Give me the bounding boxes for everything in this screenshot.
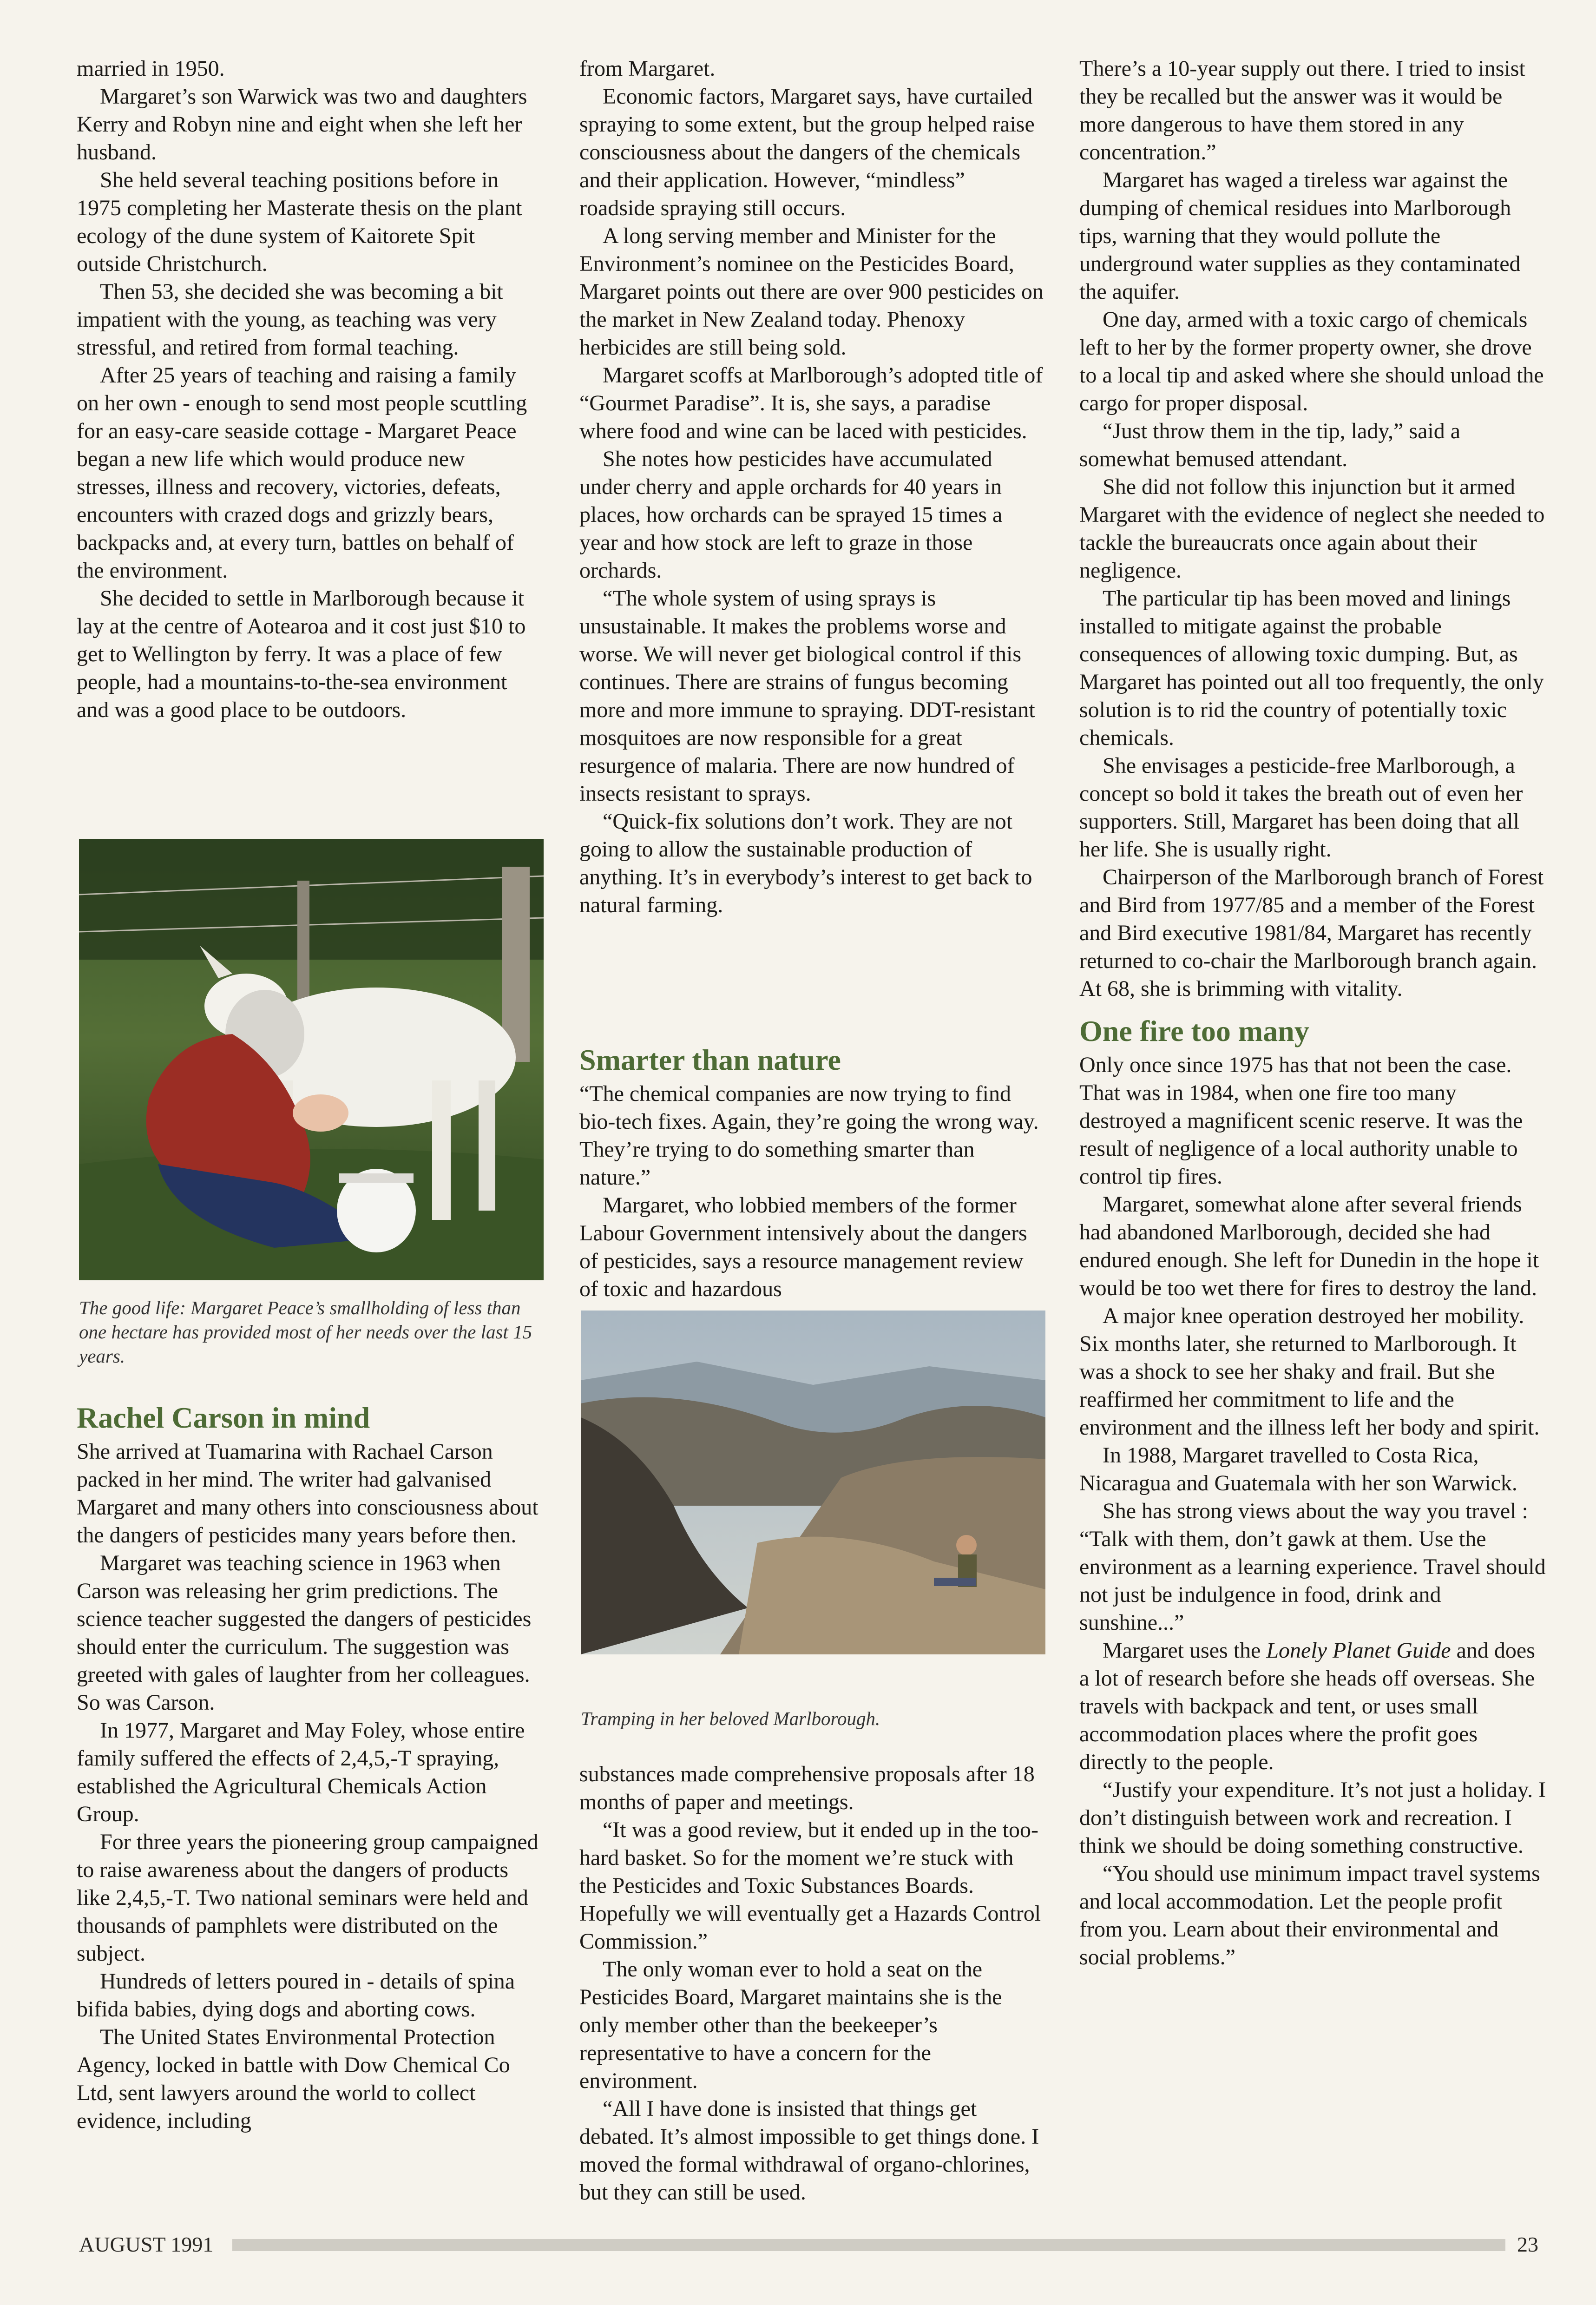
paragraph: Margaret’s son Warwick was two and daughters Kerry and Robyn nine and eight when she left her husband. xyxy=(77,84,527,165)
paragraph: Margaret, who lobbied members of the former Labour Government intensively about the dangers of pesticides, says a resource management review of toxic and hazardous xyxy=(579,1193,1027,1301)
section-heading: Rachel Carson in mind xyxy=(77,1401,370,1434)
photo-caption: The good life: Margaret Peace’s smallholding of less than one hectare has provided most of her needs over the last 15 years. xyxy=(79,1297,532,1367)
paragraph: She has strong views about the way you travel : “Talk with them, don’t gawk at them. Use the environment as a learning experience. Travel should not just be indulgence in food, drink and sunshine...” xyxy=(1079,1499,1546,1635)
paragraph: “Justify your expenditure. It’s not just a holiday. I don’t distinguish between work and recreation. I think we should be doing something constructive. xyxy=(1079,1778,1546,1858)
paragraph: The United States Environmental Protection Agency, locked in battle with Dow Chemical Co Ltd, sent lawyers around the world to collect evidence, including xyxy=(77,2025,510,2133)
text-run: Margaret uses the xyxy=(1103,1638,1267,1663)
paragraph: She arrived at Tuamarina with Rachael Carson packed in her mind. The writer had galvanised Margaret and many others into consciousness about the dangers of pesticides many years before then. xyxy=(77,1439,539,1548)
paragraph: substances made comprehensive proposals after 18 months of paper and meetings. xyxy=(579,1762,1035,1814)
paragraph: Margaret has waged a tireless war against the dumping of chemical residues into Marlborough tips, warning that they would pollute the underground water supplies as they contaminated the aquifer. xyxy=(1079,168,1521,304)
section-heading: Smarter than nature xyxy=(579,1043,841,1076)
column-1-bottom xyxy=(77,1390,541,2135)
column-2-bottom xyxy=(579,1760,1044,2206)
goat-milking-photo xyxy=(79,839,544,1280)
paragraph: There’s a 10-year supply out there. I tried to insist they be recalled but the answer was it would be more dangerous to have them stored in any concentration.” xyxy=(1079,56,1525,165)
paragraph: Margaret was teaching science in 1963 when Carson was releasing her grim predictions. The science teacher suggested the dangers of pesticides should enter the curriculum. The suggestion was greeted with gales of laughter from her colleagues. So was Carson. xyxy=(77,1551,532,1715)
paragraph: Economic factors, Margaret says, have curtailed spraying to some extent, but the group helped raise consciousness about the dangers of the chemicals and their application. However, “mindless” roadside spraying still occurs. xyxy=(579,84,1035,220)
paragraph: The particular tip has been moved and linings installed to mitigate against the probable consequences of allowing toxic dumping. But, as Margaret has pointed out all too frequently, the only solution is to rid the country of potentially toxic chemicals. xyxy=(1079,586,1544,750)
page-number: 23 xyxy=(1517,2233,1538,2256)
paragraph: A major knee operation destroyed her mobility. Six months later, she returned to Marlborough. It was a shock to see her shaky and frail. But she reaffirmed her commitment to life and the environment and the illness left her body and spirit. xyxy=(1079,1304,1540,1440)
paragraph: Hundreds of letters poured in - details of spina bifida babies, dying dogs and aborting cows. xyxy=(77,1969,515,2022)
column-2-top xyxy=(579,55,1044,919)
paragraph: She envisages a pesticide-free Marlborough, a concept so bold it takes the breath out of even her supporters. Still, Margaret has been doing that all her life. She is usually right. xyxy=(1079,753,1523,862)
book-title: Lonely Planet Guide xyxy=(1266,1638,1451,1663)
paragraph: Chairperson of the Marlborough branch of Forest and Bird from 1977/85 and a member of the Forest and Bird executive 1981/84, Margaret has recently returned to co-chair the Marlborough branch again. At 68, she is brimming with vitality. xyxy=(1079,865,1544,1001)
paragraph: “You should use minimum impact travel systems and local accommodation. Let the people profit from you. Learn about their environmental and social problems.” xyxy=(1079,1861,1540,1969)
paragraph: “All I have done is insisted that things get debated. It’s almost impossible to get things done. I moved the formal withdrawal of organo-chlorines, but they can still be used. xyxy=(579,2096,1039,2205)
text-run: and does a lot of research before she heads off overseas. She travels with backpack and tent, or uses small accommodation places where the profit goes directly to the people. xyxy=(1079,1638,1535,1774)
paragraph: “Quick-fix solutions don’t work. They are not going to allow the sustainable production of anything. It’s in everybody’s interest to get back to natural farming. xyxy=(579,809,1032,917)
paragraph: The only woman ever to hold a seat on the Pesticides Board, Margaret maintains she is the only member other than the beekeeper’s representative to have a concern for the environment. xyxy=(579,1957,1002,2093)
paragraph: She held several teaching positions before in 1975 completing her Masterate thesis on the plant ecology of the dune system of Kaitorete Spit outside Christchurch. xyxy=(77,168,522,276)
paragraph: “The chemical companies are now trying to find bio-tech fixes. Again, they’re going the wrong way. They’re trying to do something smarter than nature.” xyxy=(579,1081,1039,1190)
paragraph: For three years the pioneering group campaigned to raise awareness about the dangers of products like 2,4,5,-T. Two national seminars were held and thousands of pamphlets were distributed on the subject. xyxy=(77,1830,539,1966)
paragraph: She did not follow this injunction but it armed Margaret with the evidence of neglect she needed to tackle the bureaucrats once again about their negligence. xyxy=(1079,474,1545,583)
paragraph: Margaret, somewhat alone after several friends had abandoned Marlborough, decided she had endured enough. She left for Dunedin in the hope it would be too wet there for fires to destroy the land. xyxy=(1079,1192,1539,1300)
paragraph: In 1988, Margaret travelled to Costa Rica, Nicaragua and Guatemala with her son Warwick. xyxy=(1079,1443,1517,1495)
paragraph: “Just throw them in the tip, lady,” said a somewhat bemused attendant. xyxy=(1079,419,1461,471)
paragraph xyxy=(1079,1637,1549,1776)
paragraph: She decided to settle in Marlborough because it lay at the centre of Aotearoa and it cost just $10 to get to Wellington by ferry. It was a place of few people, had a mountains-to-the-sea environment and was a good place to be outdoors. xyxy=(77,586,526,722)
column-2-middle xyxy=(579,1032,1044,1303)
footer-rule xyxy=(232,2239,1505,2251)
paragraph: married in 1950. xyxy=(77,56,225,81)
paragraph: “The whole system of using sprays is unsustainable. It makes the problems worse and worse. We will never get biological control if this continues. There are strains of fungus becoming more and more immune to spraying. DDT-resistant mosquitoes are now responsible for a great resurgence of malaria. There are now hundred of insects resistant to sprays. xyxy=(579,586,1035,806)
paragraph: A long serving member and Minister for the Environment’s nominee on the Pesticides Board, Margaret points out there are over 900 pesticides on the market in New Zealand today. Phenoxy herbicides are still being sold. xyxy=(579,224,1044,360)
paragraph: from Margaret. xyxy=(579,56,716,81)
issue-date: AUGUST 1991 xyxy=(79,2233,214,2256)
column-1-top xyxy=(77,55,541,724)
column-3 xyxy=(1079,55,1549,1971)
mountain-tramping-photo xyxy=(581,1311,1045,1654)
paragraph: After 25 years of teaching and raising a family on her own - enough to send most people scuttling for an easy-care seaside cottage - Margaret Peace began a new life which would produce new stresses, illness and recovery, victories, defeats, encounters with crazed dogs and grizzly bears, backpacks and, at every turn, battles on behalf of the environment. xyxy=(77,363,527,583)
paragraph: “It was a good review, but it ended up in the too-hard basket. So for the moment we’re stuck with the Pesticides and Toxic Substances Boards. Hopefully we will eventually get a Hazards Control Commission.” xyxy=(579,1818,1041,1954)
paragraph: Only once since 1975 has that not been the case. That was in 1984, when one fire too many destroyed a magnificent scenic reserve. It was the result of negligence of a local authority unable to control tip fires. xyxy=(1079,1053,1523,1189)
paragraph: Margaret scoffs at Marlborough’s adopted title of “Gourmet Paradise”. It is, she says, a paradise where food and wine can be laced with pesticides. xyxy=(579,363,1043,443)
paragraph: In 1977, Margaret and May Foley, whose entire family suffered the effects of 2,4,5,-T spraying, established the Agricultural Chemicals Action Group. xyxy=(77,1718,525,1826)
photo-caption: Tramping in her beloved Marlborough. xyxy=(581,1708,880,1729)
section-heading: One fire too many xyxy=(1079,1014,1309,1047)
paragraph: She notes how pesticides have accumulated under cherry and apple orchards for 40 years in places, how orchards can be sprayed 15 times a year and how stock are left to graze in those orchards. xyxy=(579,447,1003,583)
paragraph: One day, armed with a toxic cargo of chemicals left to her by the former property owner, she drove to a local tip and asked where she should unload the cargo for proper disposal. xyxy=(1079,307,1544,415)
paragraph: Then 53, she decided she was becoming a bit impatient with the young, as teaching was very stressful, and retired from formal teaching. xyxy=(77,279,503,360)
